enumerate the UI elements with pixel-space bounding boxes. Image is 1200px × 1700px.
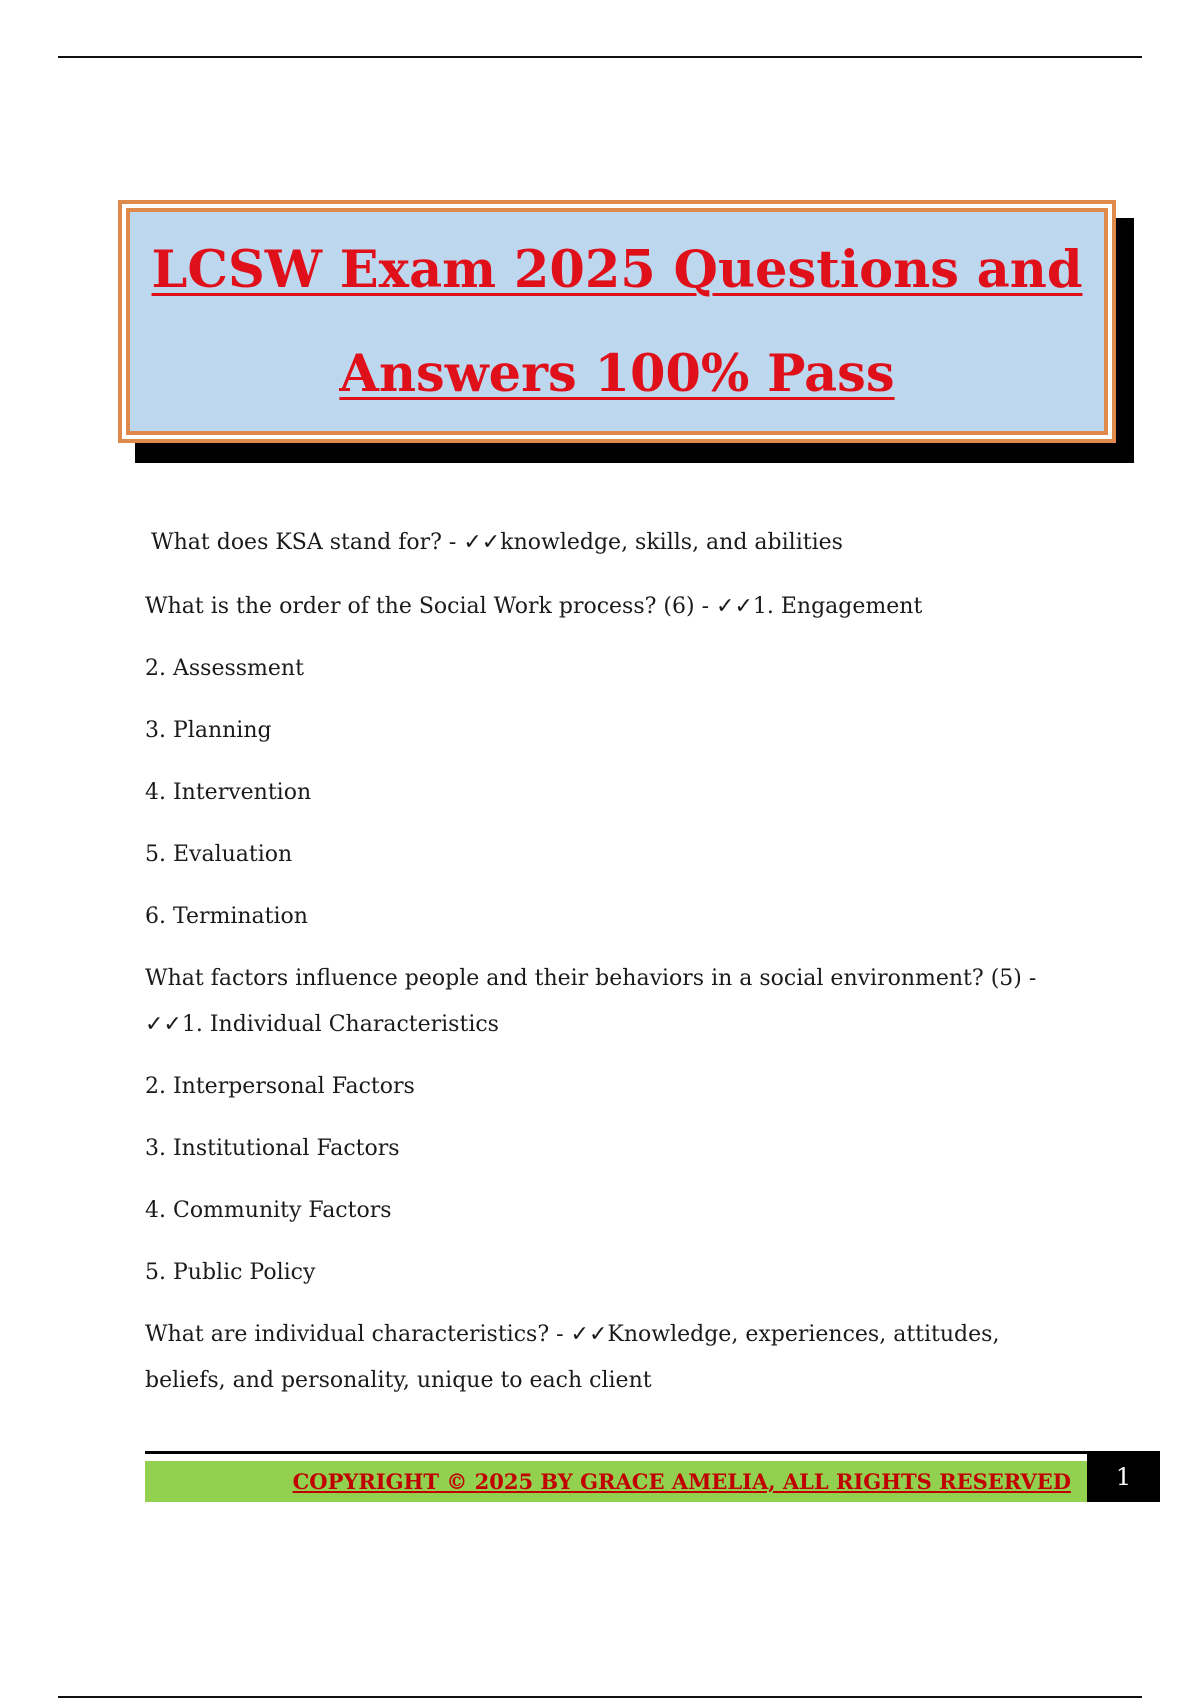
list-item: 4. Community Factors — [145, 1198, 392, 1223]
qa-item — [145, 1312, 1085, 1404]
list-item: 4. Intervention — [145, 780, 312, 805]
answer-text: 1. Engagement — [752, 594, 923, 619]
list-item: 2. Assessment — [145, 656, 304, 681]
top-rule — [58, 56, 1142, 58]
footer-bar — [145, 1461, 1087, 1502]
list-item: 3. Planning — [145, 718, 272, 743]
footer-rule — [145, 1451, 1087, 1454]
question-text: What does KSA stand for? - — [151, 530, 464, 555]
qa-item — [145, 520, 1085, 566]
title-line-1: LCSW Exam 2025 Questions and — [151, 239, 1083, 300]
qa-item — [145, 956, 1085, 1048]
answer-text: knowledge, skills, and abilities — [500, 530, 843, 555]
question-text: What is the order of the Social Work process? (6) - — [145, 594, 717, 619]
double-check-icon: ✓✓ — [716, 594, 753, 619]
title-line-2: Answers 100% Pass — [339, 343, 895, 404]
qa-item — [145, 584, 1085, 630]
list-item: 5. Evaluation — [145, 842, 293, 867]
list-item: 3. Institutional Factors — [145, 1136, 400, 1161]
double-check-icon: ✓✓ — [145, 1012, 182, 1037]
answer-text: 1. Individual Characteristics — [181, 1012, 499, 1037]
question-text: What factors influence people and their behaviors in a social environment? (5) - — [145, 966, 1037, 991]
document-body — [145, 520, 1085, 1420]
title-banner-inner — [126, 208, 1108, 435]
list-item: 6. Termination — [145, 904, 308, 929]
list-item: 5. Public Policy — [145, 1260, 316, 1285]
title-banner — [118, 200, 1116, 443]
question-text: What are individual characteristics? - — [145, 1322, 571, 1347]
bottom-rule — [58, 1696, 1142, 1698]
double-check-icon: ✓✓ — [570, 1322, 608, 1347]
page-number-box — [1087, 1451, 1160, 1502]
page-number: 1 — [1115, 1462, 1132, 1491]
answer-text: Knowledge, experiences, attitudes, beliefs, and personality, unique to each client — [145, 1322, 1000, 1393]
double-check-icon: ✓✓ — [463, 530, 501, 555]
list-item: 2. Interpersonal Factors — [145, 1074, 415, 1099]
copyright-notice: COPYRIGHT © 2025 BY GRACE AMELIA, ALL RIGHTS RESERVED — [292, 1469, 1071, 1494]
